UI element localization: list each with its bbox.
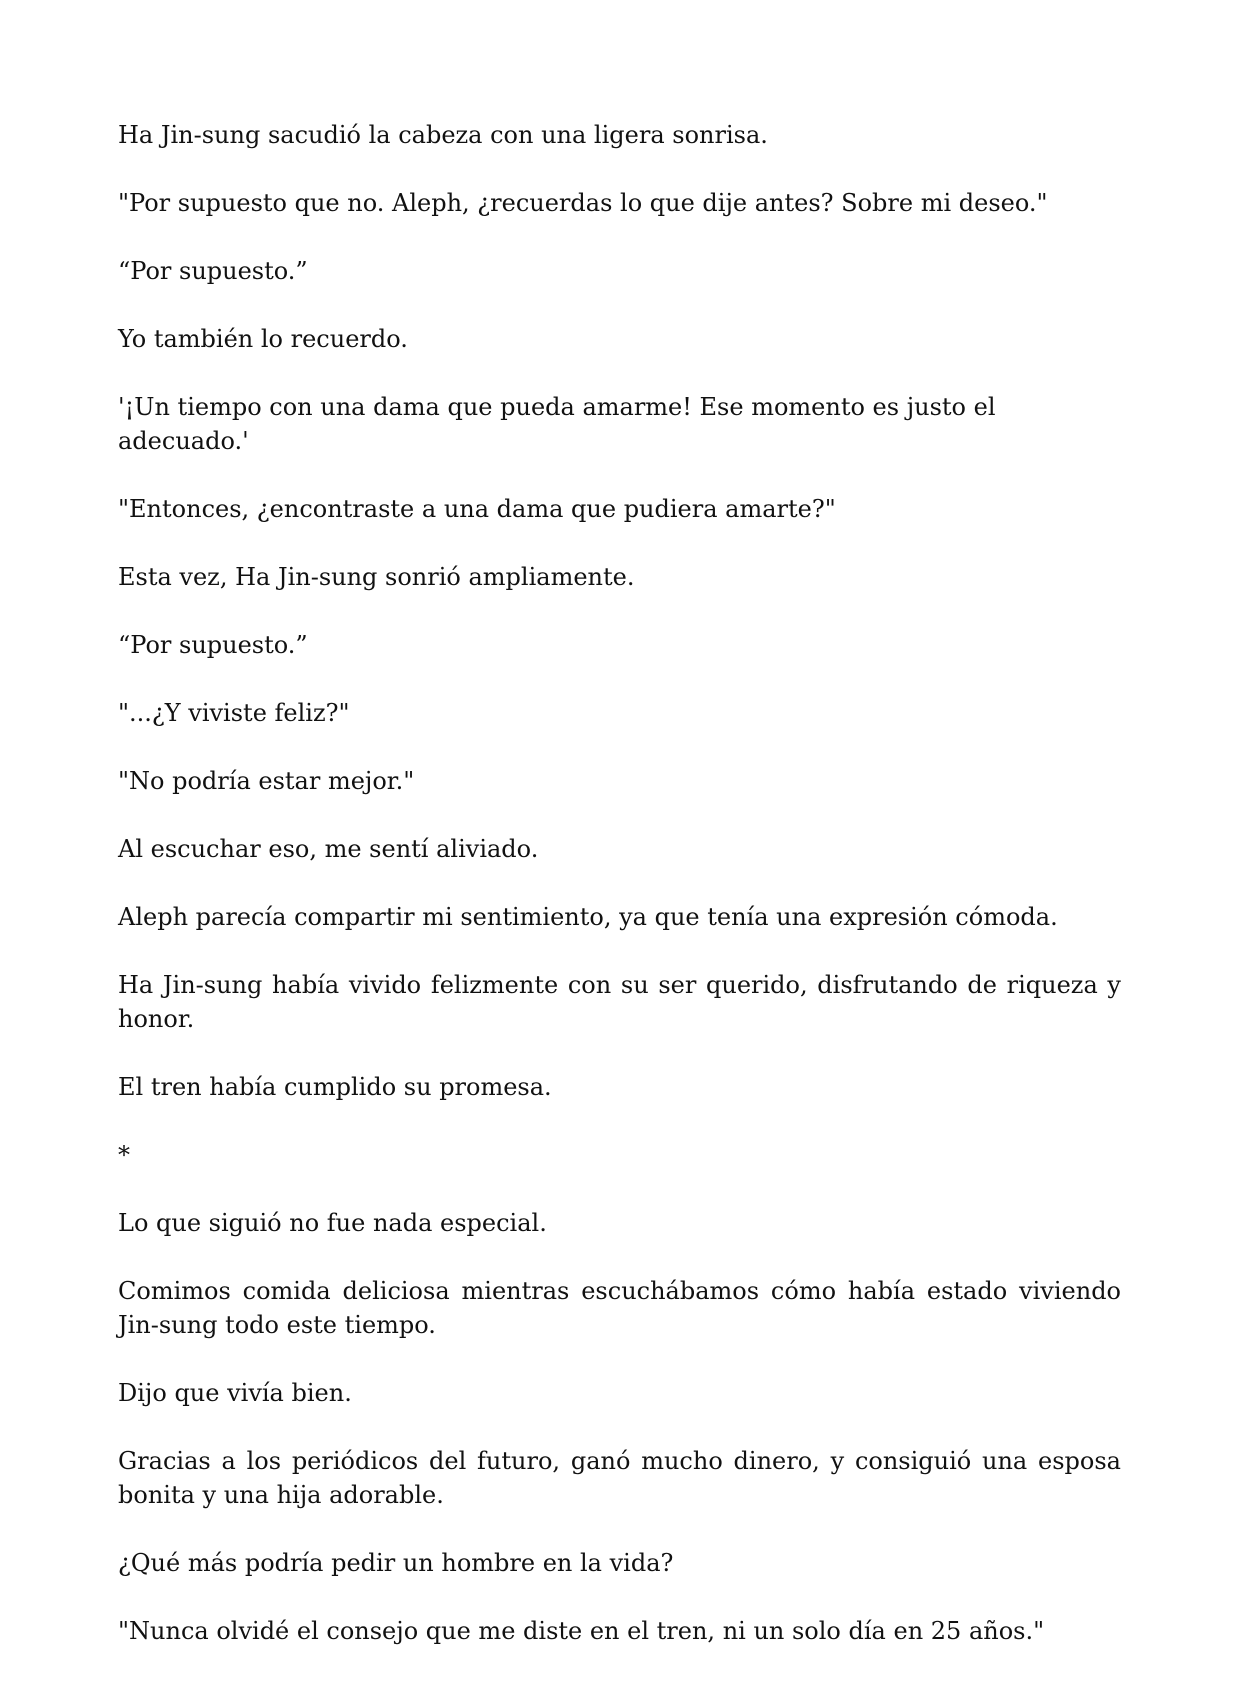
paragraph: "No podría estar mejor." — [118, 767, 415, 795]
paragraph: Dijo que vivía bien. — [118, 1379, 352, 1407]
paragraph: “Por supuesto.” — [118, 257, 308, 285]
paragraph: "Por supuesto que no. Aleph, ¿recuerdas lo que dije antes? Sobre mi deseo." — [118, 189, 1048, 217]
section-break: * — [118, 1141, 130, 1169]
paragraph: Ha Jin-sung había vivido felizmente con su ser querido, disfrutando de riqueza y honor. — [118, 971, 1121, 1033]
paragraph: ¿Qué más podría pedir un hombre en la vida? — [118, 1549, 674, 1577]
paragraph: Esta vez, Ha Jin-sung sonrió ampliamente. — [118, 563, 635, 591]
document-body — [118, 118, 1121, 1682]
paragraph: El tren había cumplido su promesa. — [118, 1073, 552, 1101]
paragraph: Comimos comida deliciosa mientras escuchábamos cómo había estado viviendo Jin-sung todo este tiempo. — [118, 1277, 1121, 1339]
paragraph: Al escuchar eso, me sentí aliviado. — [118, 835, 539, 863]
paragraph: “Por supuesto.” — [118, 631, 308, 659]
paragraph: Gracias a los periódicos del futuro, ganó mucho dinero, y consiguió una esposa bonita y una hija adorable. — [118, 1447, 1121, 1509]
paragraph: "Nunca olvidé el consejo que me diste en el tren, ni un solo día en 25 años." — [118, 1617, 1045, 1645]
paragraph: '¡Un tiempo con una dama que pueda amarme! Ese momento es justo el adecuado.' — [118, 393, 996, 455]
paragraph: Lo que siguió no fue nada especial. — [118, 1209, 547, 1237]
paragraph: "Entonces, ¿encontraste a una dama que pudiera amarte?" — [118, 495, 836, 523]
paragraph: Ha Jin-sung sacudió la cabeza con una ligera sonrisa. — [118, 121, 768, 149]
paragraph: "...¿Y viviste feliz?" — [118, 699, 350, 727]
paragraph: Aleph parecía compartir mi sentimiento, ya que tenía una expresión cómoda. — [118, 903, 1058, 931]
paragraph: Yo también lo recuerdo. — [118, 325, 408, 353]
